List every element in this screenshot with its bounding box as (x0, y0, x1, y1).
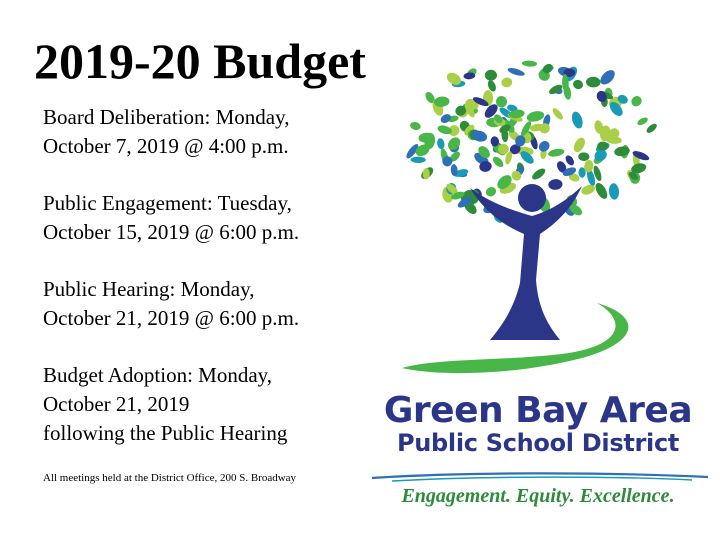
leaf-icon (409, 121, 421, 131)
leaf-icon (507, 66, 526, 77)
leaf-icon (436, 138, 445, 150)
leaf-icon (526, 110, 546, 124)
meeting-date: October 21, 2019 @ 6:00 p.m. (43, 306, 300, 330)
leaf-icon (551, 107, 565, 122)
meeting-public-engagement (43, 189, 363, 247)
leaf-icon (484, 185, 498, 198)
leaf-icon (578, 152, 589, 161)
leaf-icon (530, 166, 547, 181)
leaf-icon (571, 78, 584, 90)
meeting-schedule (43, 103, 363, 476)
meeting-public-hearing (43, 275, 363, 333)
page-title: 2019-20 Budget (34, 33, 366, 89)
meeting-label: Budget Adoption: Monday, (43, 363, 273, 387)
leaf-icon (629, 94, 644, 109)
meeting-board-deliberation (43, 103, 363, 161)
leaf-icon (586, 76, 601, 87)
leaf-icon (564, 154, 576, 167)
wave-underline-icon (372, 470, 708, 484)
district-name-line1: Green Bay Area (383, 390, 693, 431)
meeting-label: Board Deliberation: Monday, (43, 105, 290, 129)
leaf-icon (500, 76, 513, 88)
leaf-icon (608, 183, 619, 200)
meeting-date: October 7, 2019 @ 4:00 p.m. (43, 134, 289, 158)
meeting-label: Public Hearing: Monday, (43, 277, 255, 301)
leaf-icon (570, 110, 584, 130)
leaf-icon (636, 116, 649, 127)
meeting-label: Public Engagement: Tuesday, (43, 191, 292, 215)
leaf-icon (522, 60, 537, 67)
meeting-budget-adoption (43, 361, 363, 448)
meeting-date: October 15, 2019 @ 6:00 p.m. (43, 220, 300, 244)
district-tagline: Engagement. Equity. Excellence. (401, 485, 675, 507)
meeting-date: October 21, 2019 (43, 392, 190, 416)
leaf-icon (485, 70, 497, 81)
leaf-icon (645, 122, 658, 134)
leaf-icon (572, 136, 588, 154)
leaf-icon (593, 181, 610, 201)
footnote: All meetings held at the District Office, 200 S. Broadway (43, 472, 297, 484)
leaf-icon (411, 156, 426, 163)
leaf-icon (547, 148, 565, 158)
tree-person-icon (392, 58, 692, 388)
leaf-icon (491, 155, 505, 169)
leaf-icon (537, 139, 552, 154)
leaf-icon (537, 121, 552, 136)
leaf-icon (548, 178, 563, 190)
district-name-line2: Public School District (396, 428, 680, 457)
leaf-icon (598, 67, 618, 87)
district-name (362, 392, 714, 457)
meeting-note: following the Public Hearing (43, 421, 288, 445)
